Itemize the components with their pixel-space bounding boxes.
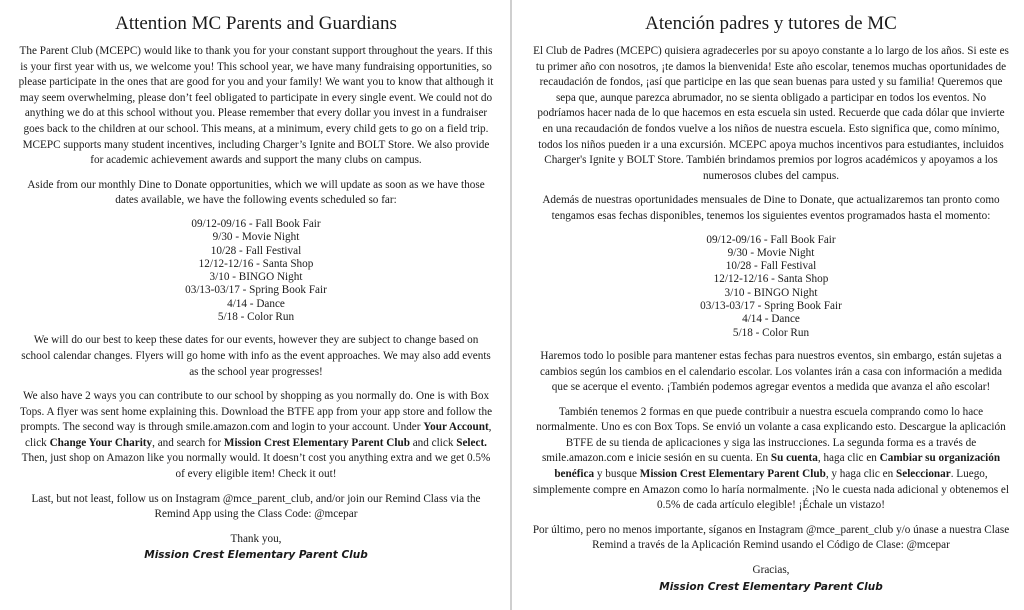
event-item: 10/28 - Fall Festival (725, 260, 817, 273)
english-intro-paragraph: The Parent Club (MCEPC) would like to thank you for your constant support throughout the years. If this is your first year with us, we welcome you! This school year, we have many fundraising opportunities, so please participate in the ones that are good for you and your family! We want you to know that although it may seem overwhelming, please don’t feel obligated to participate in every single event. We could not do anything we do at this school without you. Please remember that every dollar you invest in a fundraiser goes back to the children at our school. This means, at a minimum, every child gets to go on a field trip. MCEPC supports many student incentives, including Charger’s Ignite and BOLT Store. We also provide for academic achievement awards and support the many clubs on campus. (18, 45, 494, 167)
event-item: 4/14 - Dance (742, 313, 800, 326)
spanish-shopping-paragraph: También tenemos 2 formas en que puede contribuir a nuestra escuela comprando como lo hace normalmente. Uno es con Box Tops. Se envió un volante a casa explicando esto. Descargue la aplicación BTFE de su tienda de aplicaciones y siga las instrucciones. La segunda forma es a través de smile.amazon.com e inicie sesión en su cuenta. En Su cuenta, haga clic en Cambiar su organización benéfica y busque Mission Crest Elementary Parent Club, y haga clic en Seleccionar. Luego, simplemente compre en Amazon como lo haría normalmente. ¡No le cuesta nada adicional y obtenemos el 0.5% de cada artículo elegible! ¡Échale un vistazo! (533, 405, 1009, 512)
event-item: 3/10 - BINGO Night (724, 286, 818, 299)
english-closing: Thank you, (230, 532, 282, 545)
spanish-signature: Mission Crest Elementary Parent Club (659, 580, 883, 593)
english-dates-note: We will do our best to keep these dates for our events, however they are subject to change based on school calendar changes. Flyers will go home with info as the event approaches. We may also add events as the school year progresses! (21, 334, 491, 378)
spanish-intro-paragraph: El Club de Padres (MCEPC) quisiera agradecerles por su apoyo constante a lo largo de los años. Si este es tu primer año con nosotros, ¡te damos la bienvenida! Este año escolar, tenemos muchas oportunidades de recaudación de fondos, ¡así que participe en las que sean buenas para usted y su familia! Queremos que sepa que, aunque parezca abrumador, no se sienta obligado a participar en todos los eventos. No podríamos hacer nada de lo que hacemos en esta escuela sin usted. Recuerde que cada dólar que invierte en una recaudación de fondos vuelve a los niños de nuestra escuela. Esto significa que, como mínimo, todos los niños pueden ir a una excursión. MCEPC apoya muchos incentivos para estudiantes, incluidos Charger's Ignite y BOLT Store. También brindamos premios por logros académicos y apoyamos a los numerosos clubes del campus. (533, 45, 1009, 182)
event-item: 12/12-12/16 - Santa Shop (198, 257, 314, 270)
event-item: 09/12-09/16 - Fall Book Fair (706, 233, 836, 246)
spanish-column (514, 0, 1024, 610)
event-item: 4/14 - Dance (227, 297, 285, 310)
event-item: 03/13-03/17 - Spring Book Fair (700, 300, 842, 313)
spanish-event-list (532, 234, 1010, 340)
event-item: 09/12-09/16 - Fall Book Fair (191, 217, 321, 230)
english-events-intro: Aside from our monthly Dine to Donate opportunities, which we will update as soon as we have those dates available, we have the following events scheduled so far: (27, 178, 485, 207)
event-item: 5/18 - Color Run (217, 311, 295, 324)
spanish-dates-note: Haremos todo lo posible para mantener estas fechas para nuestros eventos, sin embargo, están sujetas a cambios según los cambios en el calendario escolar. Los volantes irán a casa con información a medida que se acerque el evento. ¡También podemos agregar eventos a medida que avanza el año escolar! (540, 349, 1002, 394)
spanish-events-intro: Además de nuestras oportunidades mensuales de Dine to Donate, que actualizaremos tan pronto como tengamos esas fechas disponibles, tenemos los siguientes eventos programados hasta el momento: (542, 194, 1000, 222)
english-shopping-paragraph: We also have 2 ways you can contribute to our school by shopping as you normally do. One is with Box Tops. A flyer was sent home explaining this. Download the BTFE app from your app store and follow the prompts. The second way is through smile.amazon.com and login to your account. Under Your Account, click Change Your Charity, and search for Mission Crest Elementary Parent Club and click Select. Then, just shop on Amazon like you normally would. It doesn’t cost you anything extra and we get 0.5% of every eligible item! Check it out! (19, 390, 493, 481)
column-divider (510, 0, 512, 610)
english-event-list (18, 218, 494, 324)
event-item: 9/30 - Movie Night (727, 246, 815, 259)
event-item: 12/12-12/16 - Santa Shop (713, 273, 829, 286)
event-item: 9/30 - Movie Night (212, 231, 300, 244)
english-column (0, 0, 508, 610)
event-item: 3/10 - BINGO Night (209, 271, 303, 284)
english-signature: Mission Crest Elementary Parent Club (144, 549, 368, 562)
event-item: 5/18 - Color Run (732, 326, 810, 339)
event-item: 10/28 - Fall Festival (210, 244, 302, 257)
spanish-closing: Gracias, (752, 564, 790, 577)
spanish-title: Atención padres y tutores de MC (645, 13, 897, 34)
english-title: Attention MC Parents and Guardians (115, 13, 397, 34)
spanish-social-paragraph: Por último, pero no menos importante, síganos en Instagram @mce_parent_club y/o únase a nuestra Clase Remind a través de la Aplicación Remind usando el Código de Clase: @mcepar (532, 523, 1010, 552)
event-item: 03/13-03/17 - Spring Book Fair (185, 284, 327, 297)
english-social-paragraph: Last, but not least, follow us on Instagram @mce_parent_club, and/or join our Remind Class via the Remind App using the Class Code: @mcepar (31, 492, 481, 521)
